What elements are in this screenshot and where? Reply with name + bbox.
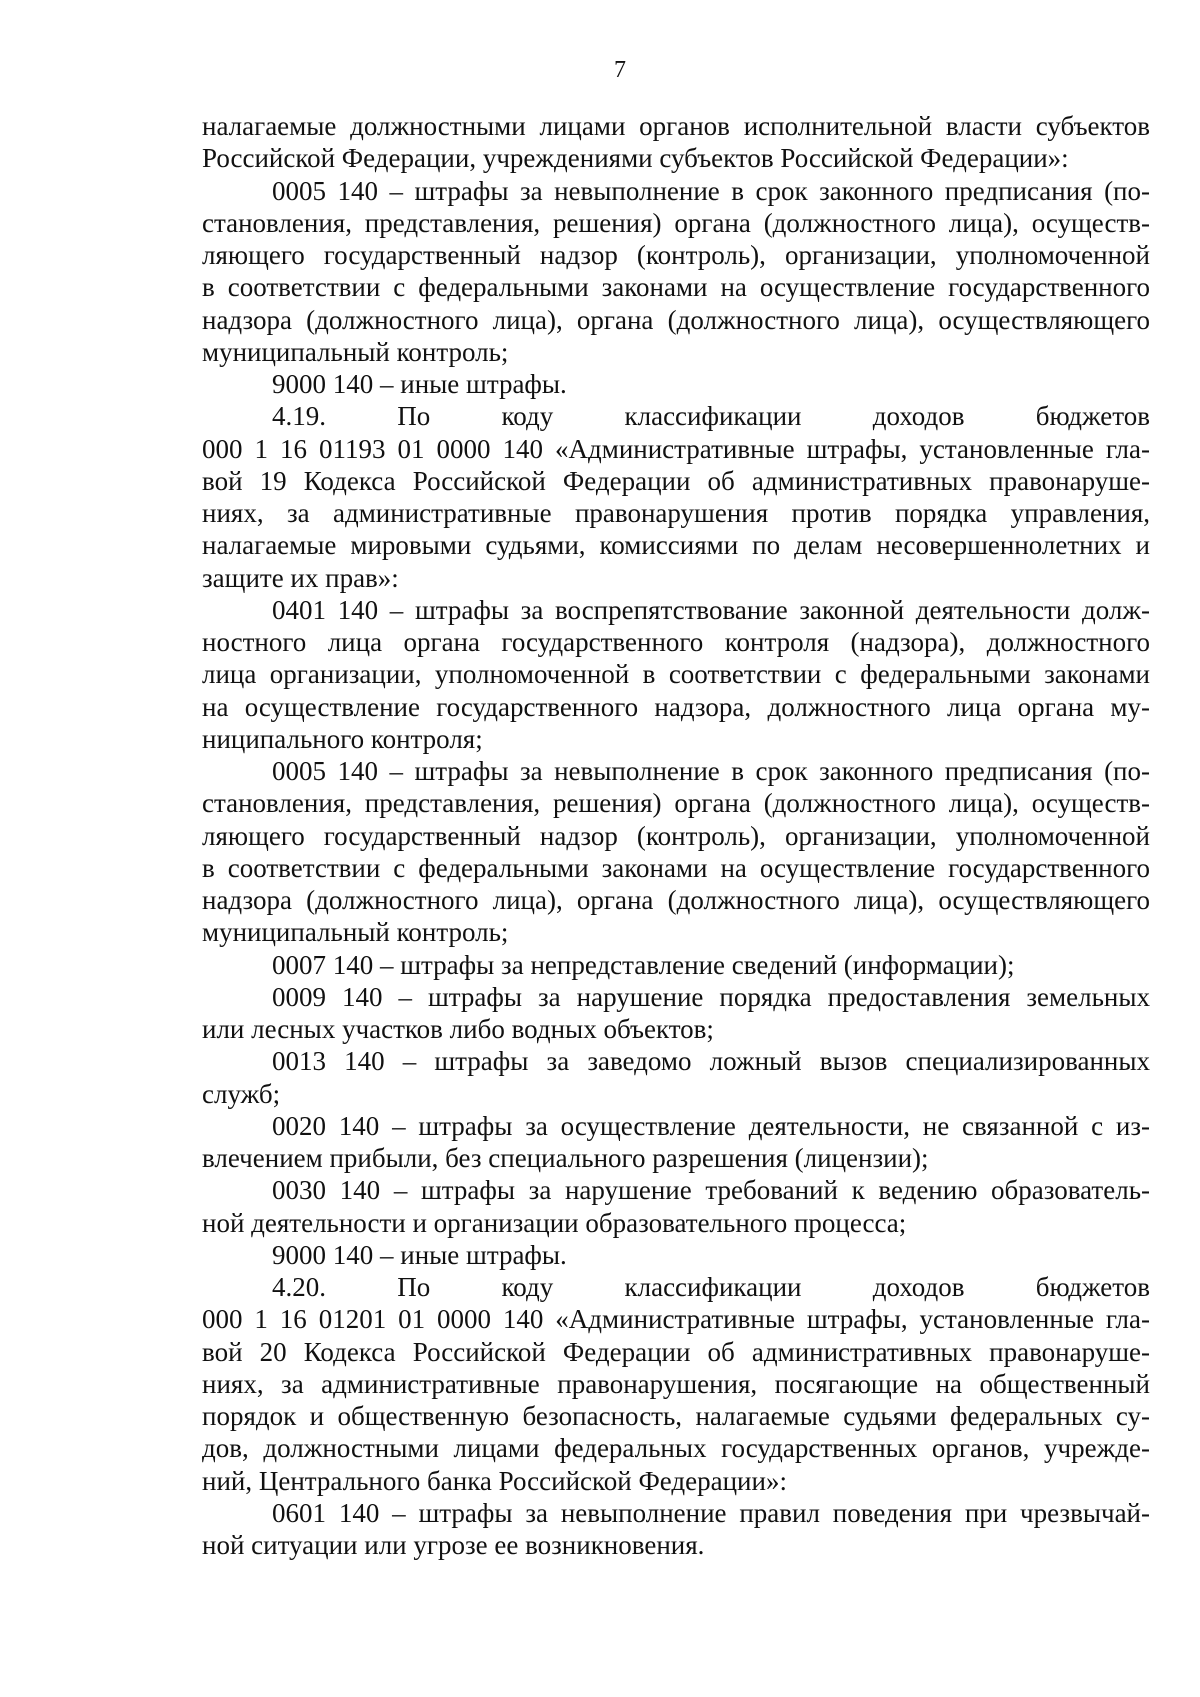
text-line: 4.19. По коду классификации доходов бюджетов [272, 401, 1150, 432]
text-line: становления, представления, решения) органа (должностного лица), осуществ- [202, 207, 1150, 238]
text-line: 000 1 16 01193 01 0000 140 «Административные штрафы, установленные гла- [202, 433, 1150, 464]
text-line: ностного лица органа государственного контроля (надзора), должностного [202, 627, 1150, 657]
text-line: на осуществление государственного надзора, должностного лица органа му- [202, 691, 1150, 722]
text-line: в соответствии с федеральными законами на осуществление государственного [202, 852, 1150, 883]
text-line: ниципального контроля; [202, 723, 483, 754]
text-line: 0009 140 – штрафы за нарушение порядка предоставления земельных [272, 981, 1150, 1012]
document-body [202, 110, 1150, 1561]
text-line: муниципальный контроль; [202, 917, 509, 948]
text-line: 0030 140 – штрафы за нарушение требований к ведению образователь- [272, 1175, 1150, 1206]
text-line: надзора (должностного лица), органа (должностного лица), осуществляющего [202, 885, 1150, 915]
text-line: 4.20. По коду классификации доходов бюджетов [272, 1272, 1150, 1302]
text-line: дов, должностными лицами федеральных государственных органов, учрежде- [202, 1433, 1150, 1464]
text-line: налагаемые должностными лицами органов исполнительной власти субъектов [202, 111, 1150, 141]
text-line: ний, Центрального банка Российской Федерации»: [202, 1465, 787, 1496]
text-line: 0005 140 – штрафы за невыполнение в срок законного предписания (по- [272, 175, 1150, 206]
text-line: 9000 140 – иные штрафы. [272, 1239, 567, 1270]
text-line: 0020 140 – штрафы за осуществление деятельности, не связанной с из- [272, 1110, 1150, 1141]
text-line: надзора (должностного лица), органа (должностного лица), осуществляющего [202, 304, 1150, 335]
text-line: 0013 140 – штрафы за заведомо ложный вызов специализированных [272, 1046, 1150, 1077]
page-number: 7 [614, 57, 626, 83]
text-line: муниципальный контроль; [202, 336, 509, 367]
text-line: 9000 140 – иные штрафы. [272, 369, 567, 399]
text-line: становления, представления, решения) органа (должностного лица), осуществ- [202, 788, 1150, 819]
text-line: защите их прав»: [202, 562, 399, 593]
text-line: служб; [202, 1078, 281, 1109]
text-line: 0007 140 – штрафы за непредставление сведений (информации); [272, 949, 1015, 980]
text-line: ниях, за административные правонарушения против порядка управления, [202, 498, 1150, 528]
text-line: ляющего государственный надзор (контроль), организации, уполномоченной [202, 820, 1150, 851]
text-line: порядок и общественную безопасность, налагаемые судьями федеральных су- [202, 1401, 1150, 1431]
text-line: 0601 140 – штрафы за невыполнение правил поведения при чрезвычай- [272, 1497, 1150, 1528]
text-line: вой 19 Кодекса Российской Федерации об административных правонаруше- [202, 465, 1150, 496]
text-line: налагаемые мировыми судьями, комиссиями по делам несовершеннолетних и [202, 530, 1150, 561]
text-line: ной ситуации или угрозе ее возникновения. [202, 1530, 705, 1560]
text-line: 0005 140 – штрафы за невыполнение в срок законного предписания (по- [272, 756, 1150, 786]
text-line: Российской Федерации, учреждениями субъектов Российской Федерации»: [202, 143, 1069, 174]
text-line: 000 1 16 01201 01 0000 140 «Административные штрафы, установленные гла- [202, 1304, 1150, 1335]
text-line: или лесных участков либо водных объектов; [202, 1014, 714, 1044]
text-line: вой 20 Кодекса Российской Федерации об административных правонаруше- [202, 1336, 1150, 1367]
text-line: ляющего государственный надзор (контроль), организации, уполномоченной [202, 240, 1150, 270]
text-line: ниях, за административные правонарушения, посягающие на общественный [202, 1368, 1150, 1399]
text-line: 0401 140 – штрафы за воспрепятствование законной деятельности долж- [272, 594, 1150, 625]
text-line: ной деятельности и организации образовательного процесса; [202, 1207, 907, 1238]
text-line: в соответствии с федеральными законами на осуществление государственного [202, 272, 1150, 303]
text-line: влечением прибыли, без специального разрешения (лицензии); [202, 1143, 929, 1173]
text-line: лица организации, уполномоченной в соответствии с федеральными законами [202, 659, 1150, 690]
